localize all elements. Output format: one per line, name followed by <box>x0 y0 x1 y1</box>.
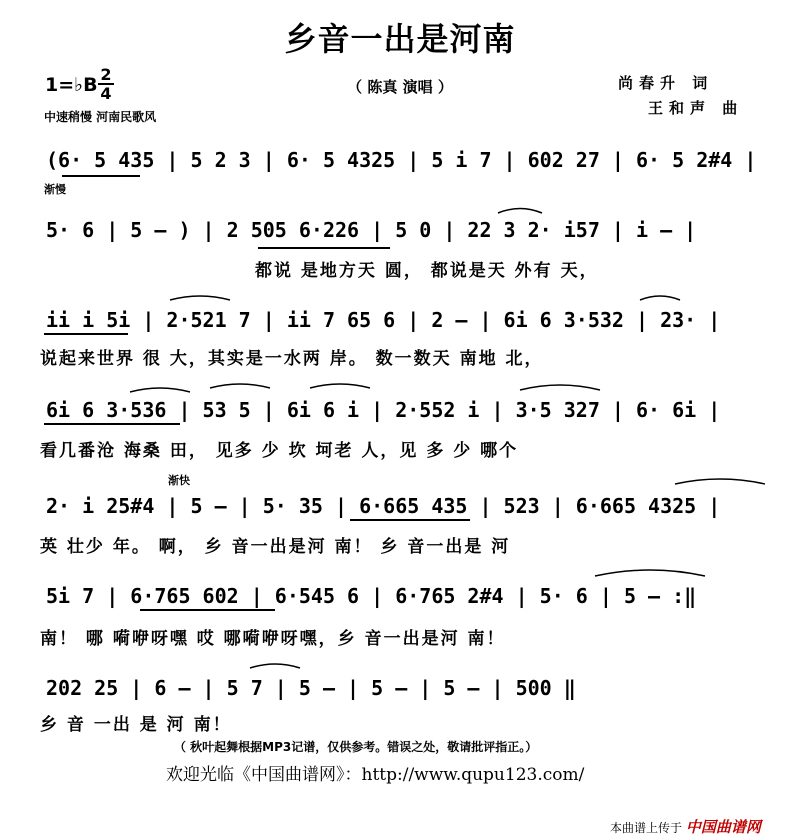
notation-row-5: 2· i 25#4 | 5 – | 5· 35 | 6·665 435 | 523 | 6·665 4325 | <box>46 494 721 518</box>
time-signature-bottom: 4 <box>100 84 112 103</box>
composer-credit: 王和声 曲 <box>648 99 744 117</box>
lyrics-row-5: 英 壮少 年。 啊， 乡 音一出是河 南！ 乡 音一出是 河 <box>40 537 511 557</box>
upload-watermark <box>610 816 761 837</box>
lyrics-row-3: 说起来世界 很 大，其实是一水两 岸。 数一数天 南地 北， <box>40 349 544 369</box>
notation-row-1: (6· 5 435 | 5 2 3 | 6· 5 4325 | 5 i 7 | 602 27 | 6· 5 2#4 | <box>46 148 757 172</box>
speed-up-marking: 渐快 <box>168 474 190 487</box>
lyricist-credit: 尚春升 词 <box>618 74 714 92</box>
slow-down-marking: 渐慢 <box>44 183 66 196</box>
singer-credit: （ 陈真 演唱 ） <box>347 78 453 96</box>
notation-row-2: 5· 6 | 5 – ) | 2 505 6·226 | 5 0 | 22 3 2· i57 | i – | <box>46 218 697 242</box>
lyrics-row-6: 南！ 哪 嗬咿呀嘿 哎 哪嗬咿呀嘿，乡 音一出是河 南！ <box>40 629 506 649</box>
notation-row-4: 6i 6 3·536 | 53 5 | 6i 6 i | 2·552 i | 3·5 327 | 6· 6i | <box>46 398 721 422</box>
notation-row-7: 202 25 | 6 – | 5 7 | 5 – | 5 – | 5 – | 500 ‖ <box>46 676 576 700</box>
lyrics-row-2: 都说 是地方天 圆， 都说是天 外有 天， <box>255 261 599 281</box>
time-signature-top: 2 <box>100 65 112 84</box>
score-title: 乡音一出是河南 <box>284 20 516 58</box>
notation-row-6: 5i 7 | 6·765 602 | 6·545 6 | 6·765 2#4 | 5· 6 | 5 – :‖ <box>46 584 697 608</box>
transcription-note: （ 秋叶起舞根据MP3记谱，仅供参考。错误之处，敬请批评指正。） <box>174 740 538 754</box>
site-url-line: 欢迎光临《中国曲谱网》：http://www.qupu123.com/ <box>166 765 585 785</box>
lyrics-row-7: 乡 音 一出 是 河 南！ <box>40 715 232 735</box>
tempo-marking: 中速稍慢 河南民歌风 <box>44 110 157 124</box>
lyrics-row-4: 看几番沧 海桑 田， 见多 少 坎 坷老 人，见 多 少 哪个 <box>40 441 519 461</box>
watermark-brand: 中国曲谱网 <box>685 818 761 836</box>
watermark-prefix: 本曲谱上传于 <box>610 821 683 835</box>
notation-row-3: ii i 5i | 2·521 7 | ii 7 65 6 | 2 – | 6i 6 3·532 | 23· | <box>46 308 721 332</box>
key-signature: 1=♭B <box>45 74 98 96</box>
